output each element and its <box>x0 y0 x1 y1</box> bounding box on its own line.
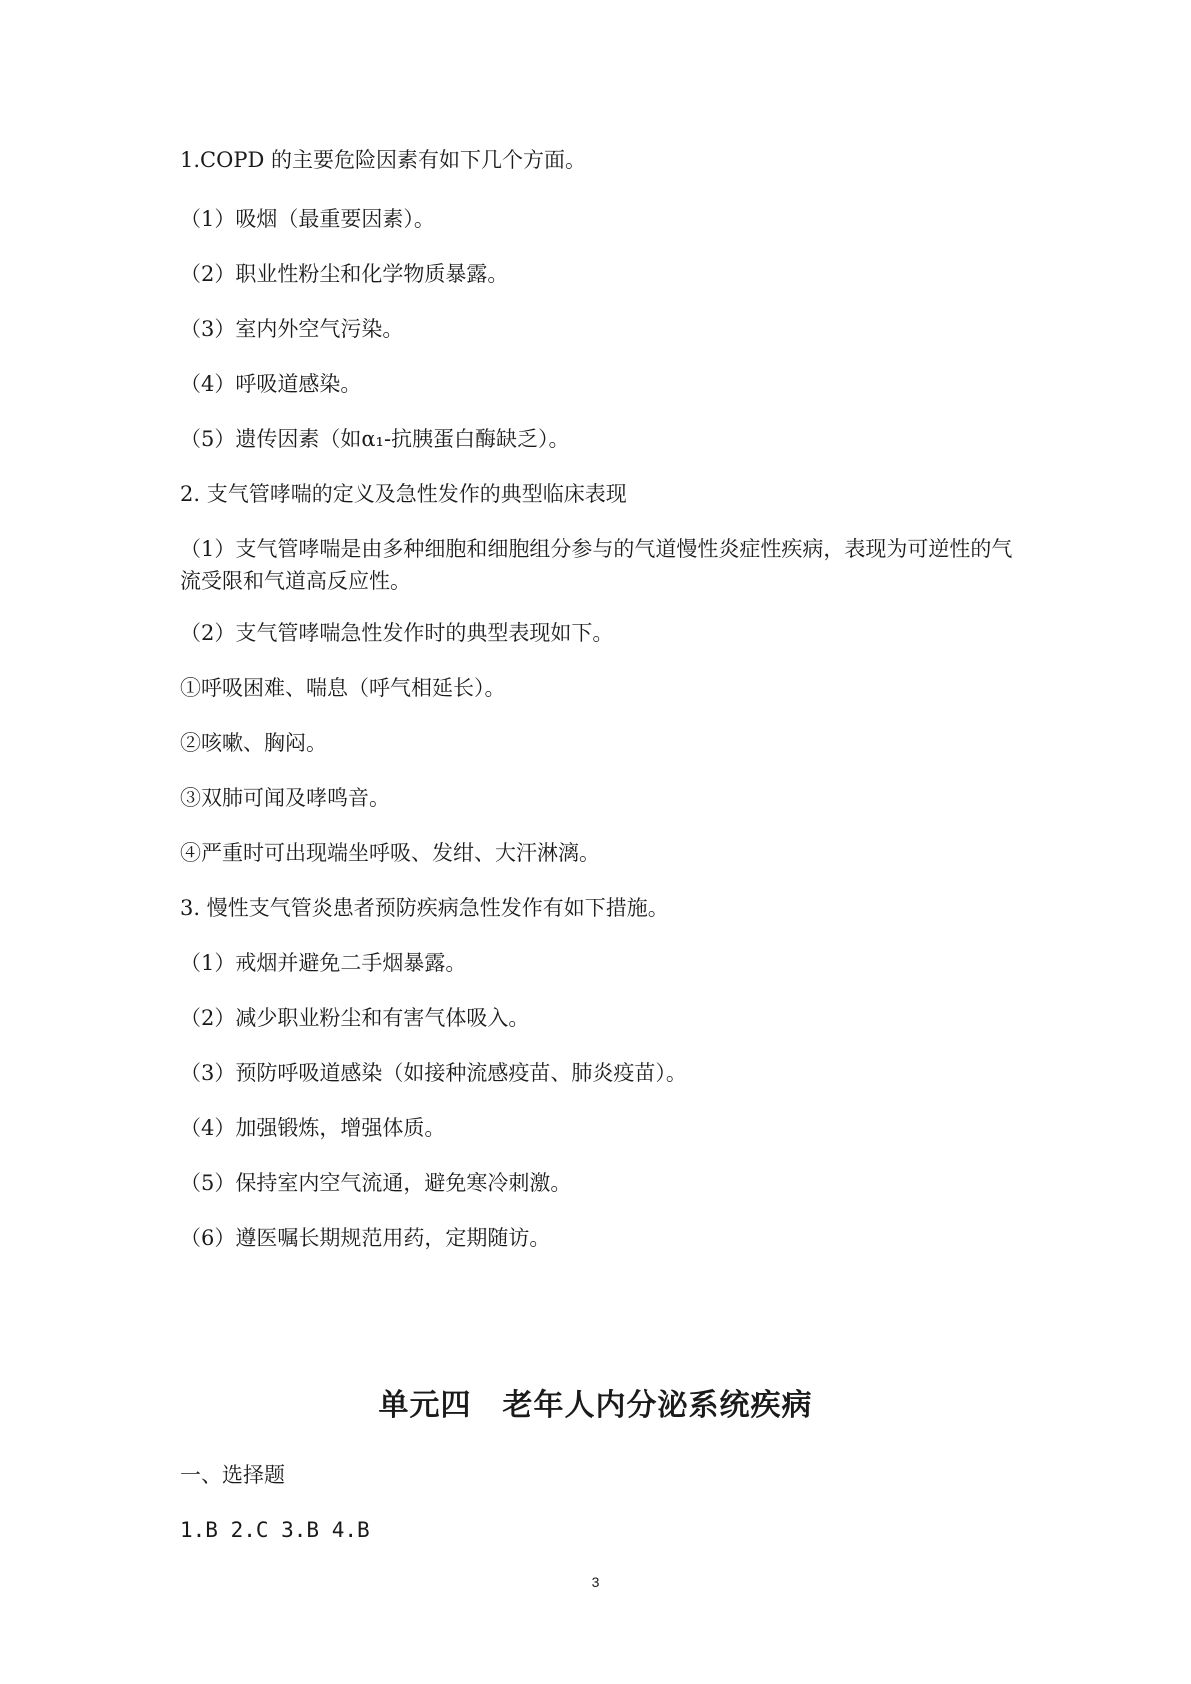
item-1-point-5: （5）遗传因素（如α₁-抗胰蛋白酶缺乏）。 <box>180 427 570 451</box>
item-2-heading: 2. 支气管哮喘的定义及急性发作的典型临床表现 <box>180 482 627 506</box>
item-1-point-3: （3）室内外空气污染。 <box>180 317 404 341</box>
measure-2: （2）减少职业粉尘和有害气体吸入。 <box>180 1006 530 1030</box>
measure-4: （4）加强锻炼，增强体质。 <box>180 1116 446 1140</box>
item-1-heading: 1.COPD 的主要危险因素有如下几个方面。 <box>180 148 586 172</box>
measure-6: （6）遵医嘱长期规范用药，定期随访。 <box>180 1226 551 1250</box>
item-1-point-2: （2）职业性粉尘和化学物质暴露。 <box>180 262 509 286</box>
section-title: 一、选择题 <box>180 1463 285 1487</box>
symptom-3: ③双肺可闻及哮鸣音。 <box>180 786 390 810</box>
measure-1: （1）戒烟并避免二手烟暴露。 <box>180 951 467 975</box>
item-1-point-1: （1）吸烟（最重要因素）。 <box>180 207 435 231</box>
measure-5: （5）保持室内空气流通，避免寒冷刺激。 <box>180 1171 572 1195</box>
item-3-heading: 3. 慢性支气管炎患者预防疾病急性发作有如下措施。 <box>180 896 669 920</box>
page-number: 3 <box>591 1574 600 1590</box>
symptom-4: ④严重时可出现端坐呼吸、发绀、大汗淋漓。 <box>180 841 600 865</box>
symptom-2: ②咳嗽、胸闷。 <box>180 731 327 755</box>
unit-heading: 单元四 老年人内分泌系统疾病 <box>378 1388 813 1423</box>
item-2-definition: （1）支气管哮喘是由多种细胞和细胞组分参与的气道慢性炎症性疾病，表现为可逆性的气流受限和气道高反应性。 <box>180 537 1013 593</box>
measure-3: （3）预防呼吸道感染（如接种流感疫苗、肺炎疫苗）。 <box>180 1061 687 1085</box>
symptom-1: ①呼吸困难、喘息（呼气相延长）。 <box>180 676 506 700</box>
item-2-point-2: （2）支气管哮喘急性发作时的典型表现如下。 <box>180 621 614 645</box>
answer-key: 1.B 2.C 3.B 4.B <box>180 1518 370 1542</box>
item-1-point-4: （4）呼吸道感染。 <box>180 372 362 396</box>
